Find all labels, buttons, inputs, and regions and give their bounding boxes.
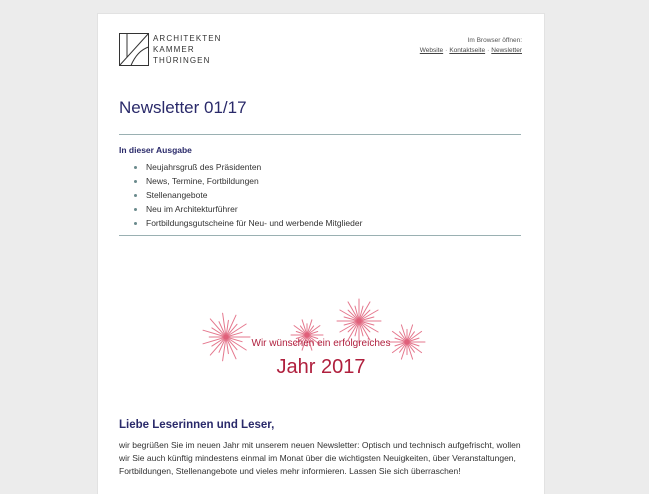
banner-year-text: Jahr 2017: [276, 356, 366, 378]
toc-item[interactable]: • Neu im Architekturführer: [146, 202, 362, 216]
greeting-body: wir begrüßen Sie im neuen Jahr mit unserem neuen Newsletter: Optisch und technisch aufgefrischt, wollen wir Sie auch künftig mindestens einmal im Monat über die wichtigsten Neuigkeiten, über Veranstaltungen, Fortbildungen, Stellenangebote und vieles mehr informieren. Lassen Sie sich überraschen!: [119, 440, 521, 476]
website-link[interactable]: Website: [419, 47, 444, 54]
toc-item[interactable]: • Fortbildungsgutscheine für Neu- und werbende Mitglieder: [146, 216, 362, 230]
banner-wish-text: Wir wünschen ein erfolgreiches: [251, 338, 391, 349]
link-separator: ·: [445, 47, 448, 54]
divider-top: [119, 134, 521, 135]
logo-wordmark: [153, 33, 222, 66]
browser-links: [420, 36, 522, 56]
toc-list: [136, 160, 362, 230]
toc-item[interactable]: • News, Termine, Fortbildungen: [146, 174, 362, 188]
link-separator: ·: [487, 47, 490, 54]
newsletter-page: [98, 14, 544, 494]
divider-bottom: [119, 235, 521, 236]
firework-star-3: [337, 299, 381, 343]
toc-heading: In dieser Ausgabe: [119, 145, 192, 155]
contact-page-link[interactable]: Kontaktseite: [449, 47, 486, 54]
open-in-browser-label: Im Browser öffnen:: [467, 37, 522, 44]
firework-stars-icon: [98, 244, 544, 414]
logo-line-1: ARCHITEKTEN: [153, 34, 222, 43]
logo-mark-icon: [119, 33, 149, 66]
header-links: [420, 46, 522, 56]
firework-star-1: [203, 313, 250, 361]
chamber-logo[interactable]: [119, 33, 222, 73]
logo-line-3: THÜRINGEN: [153, 56, 211, 65]
newsletter-link[interactable]: Newsletter: [491, 47, 522, 54]
new-year-banner: [98, 244, 544, 414]
greeting-heading: Liebe Leserinnen und Leser,: [119, 419, 275, 431]
toc-item[interactable]: • Neujahrsgruß des Präsidenten: [146, 160, 362, 174]
toc-item[interactable]: • Stellenangebote: [146, 188, 362, 202]
logo-line-2: KAMMER: [153, 45, 195, 54]
page-title: Newsletter 01/17: [119, 98, 247, 117]
